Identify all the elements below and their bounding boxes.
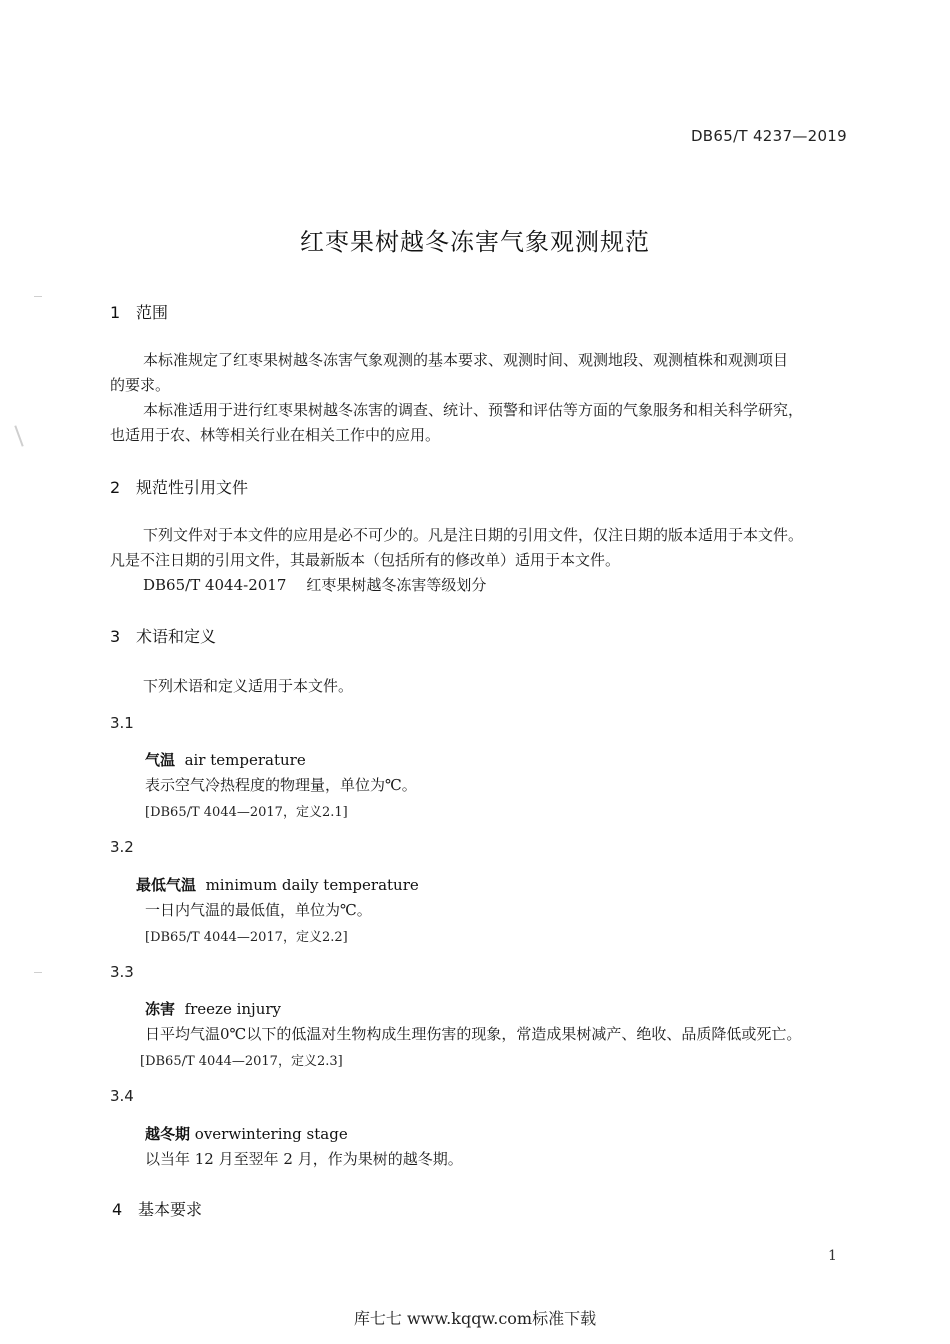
- paragraph: 本标准规定了红枣果树越冬冻害气象观测的基本要求、观测时间、观测地段、观测植株和观测项目: [143, 351, 789, 369]
- term-number: 3.4: [110, 1087, 134, 1105]
- term-en: overwintering stage: [194, 1125, 348, 1143]
- scan-mark: [14, 425, 23, 446]
- term-name: [145, 1123, 348, 1144]
- term-number: 3.1: [110, 714, 134, 732]
- section-title: 规范性引用文件: [136, 478, 249, 497]
- section-heading-1: [110, 300, 168, 323]
- normative-reference: [143, 574, 486, 595]
- term-zh: 最低气温: [136, 876, 197, 894]
- term-en: air temperature: [184, 751, 306, 769]
- reference-title: 红枣果树越冬冻害等级划分: [306, 576, 487, 594]
- document-title: 红枣果树越冬冻害气象观测规范: [300, 228, 650, 256]
- section-number: 1: [110, 303, 121, 322]
- term-definition: 表示空气冷热程度的物理量，单位为℃。: [145, 776, 417, 794]
- term-definition: 一日内气温的最低值，单位为℃。: [145, 901, 372, 919]
- term-reference: [DB65/T 4044—2017，定义2.2]: [145, 930, 348, 945]
- paragraph: 下列术语和定义适用于本文件。: [143, 677, 354, 695]
- term-zh: 气温: [145, 751, 176, 769]
- term-definition: 日平均气温0℃以下的低温对生物构成生理伤害的现象，常造成果树减产、绝收、品质降低或死亡。: [145, 1025, 802, 1043]
- term-number: 3.3: [110, 963, 134, 981]
- section-heading-4: [112, 1197, 202, 1220]
- term-zh: 冻害: [145, 1000, 176, 1018]
- paragraph: 的要求。: [110, 376, 171, 394]
- term-reference: [DB65/T 4044—2017，定义2.1]: [145, 805, 348, 820]
- section-title: 范围: [136, 303, 169, 322]
- term-name: [136, 874, 419, 895]
- paragraph: 下列文件对于本文件的应用是必不可少的。凡是注日期的引用文件，仅注日期的版本适用于本文件。: [143, 526, 804, 544]
- section-number: 2: [110, 478, 121, 497]
- paragraph: 也适用于农、林等相关行业在相关工作中的应用。: [110, 426, 441, 444]
- reference-code: DB65/T 4044-2017: [143, 576, 287, 594]
- term-name: [145, 749, 306, 770]
- page-number: 1: [828, 1248, 837, 1264]
- footer-watermark: 库七七 www.kqqw.com标准下载: [353, 1309, 597, 1328]
- section-heading-3: [110, 624, 216, 647]
- term-name: [145, 998, 281, 1019]
- paragraph: 本标准适用于进行红枣果树越冬冻害的调查、统计、预警和评估等方面的气象服务和相关科学研究，: [143, 401, 804, 419]
- section-number: 4: [112, 1200, 123, 1219]
- term-definition: 以当年 12 月至翌年 2 月，作为果树的越冬期。: [145, 1150, 463, 1168]
- section-number: 3: [110, 627, 121, 646]
- term-en: minimum daily temperature: [205, 876, 419, 894]
- term-number: 3.2: [110, 838, 134, 856]
- paragraph: 凡是不注日期的引用文件，其最新版本（包括所有的修改单）适用于本文件。: [110, 551, 621, 569]
- scan-mark: [34, 296, 42, 297]
- section-title: 基本要求: [138, 1200, 203, 1219]
- term-zh: 越冬期: [145, 1125, 191, 1143]
- term-reference: [DB65/T 4044—2017，定义2.3]: [140, 1054, 343, 1069]
- section-heading-2: [110, 475, 248, 498]
- term-en: freeze injury: [184, 1000, 282, 1018]
- scan-mark: [34, 972, 42, 973]
- document-number: DB65/T 4237—2019: [690, 127, 847, 145]
- section-title: 术语和定义: [136, 627, 217, 646]
